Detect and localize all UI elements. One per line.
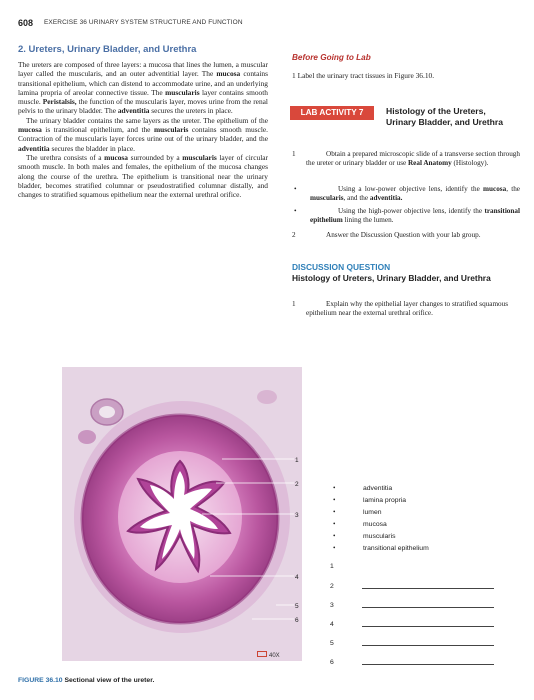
body-text [18, 60, 268, 199]
before-lab-item [292, 71, 434, 80]
lab-step-bullet: • [294, 207, 297, 215]
section-title: 2. Ureters, Urinary Bladder, and Urethra [18, 44, 197, 55]
ureter-micrograph [62, 367, 302, 661]
answer-number: 2 [330, 583, 334, 590]
lab-step-text: Using a low-power objective lens, identify the mucosa, the muscularis, and the adventitia. [310, 185, 521, 203]
lab-step [292, 150, 520, 168]
answer-number: 1 [330, 563, 334, 570]
label-number-2: 2 [295, 481, 299, 488]
answer-number: 5 [330, 640, 334, 647]
answer-blank-2[interactable] [362, 588, 494, 589]
term-item: adventitia [363, 485, 393, 492]
figure-caption-text: Sectional view of the ureter. [64, 677, 155, 684]
term-item: transitional epithelium [363, 545, 429, 552]
paragraph-urethra: The urethra consists of a mucosa surrounded by a muscularis layer of circular smooth muscle. In both males and females, the epithelium of the mucosa changes along the course of the urethra. The epithelium is transitional near the urinary bladder, becomes stratified columnar or pseudostratified columnar distally, and changes to stratified squamous epithelium near the external urethral orifice. [18, 152, 268, 200]
lab-activity-badge: LAB ACTIVITY 7 [290, 106, 374, 120]
scale-bar-icon [257, 651, 267, 657]
term-item: lamina propria [363, 497, 407, 504]
figure-caption [18, 677, 154, 684]
term-item: lumen [363, 509, 382, 516]
lab-step-number: 1 [292, 150, 296, 158]
lab-step [292, 231, 520, 240]
lab-step-text: Using the high-power objective lens, identify the transitional epithelium lining the lumen. [310, 207, 520, 225]
question-text: Explain why the epithelial layer changes to stratified squamous epithelium near the external urethral orifice. [306, 300, 509, 318]
lab-step-number: 2 [292, 231, 296, 239]
running-title: EXERCISE 36 URINARY SYSTEM STRUCTURE AND FUNCTION [44, 19, 243, 26]
before-lab-item-text: Label the urinary tract tissues in Figure 36.10. [297, 71, 435, 80]
lab-step-text: Answer the Discussion Question with your lab group. [326, 231, 481, 239]
lab-step-bullet: • [294, 185, 297, 193]
answer-blank-4[interactable] [362, 626, 494, 627]
answer-number: 3 [330, 602, 334, 609]
label-number-4: 4 [295, 574, 299, 581]
lab-step-text: Obtain a prepared microscopic slide of a transverse section through the ureter or urinary bladder or use Real Anatomy (Histology). [306, 150, 520, 168]
answer-blank-3[interactable] [362, 607, 494, 608]
before-lab-item-number: 1 [292, 71, 296, 80]
label-number-6: 6 [295, 617, 299, 624]
term-item: muscularis [363, 533, 396, 540]
before-lab-heading: Before Going to Lab [292, 53, 371, 62]
label-number-3: 3 [295, 512, 299, 519]
lab-activity-title: Histology of the Ureters, Urinary Bladder, and Urethra [386, 106, 504, 127]
magnification-label: 40X [257, 651, 280, 659]
discussion-question [292, 300, 517, 318]
term-item: mucosa [363, 521, 387, 528]
paragraph-ureters: The ureters are composed of three layers: a mucosa that lines the lumen, a muscular layer called the muscularis, and an outer adventitial layer. The mucosa contains transitional epithelium, which can distend to accommodate urine, and an underlying lamina propria of areolar connective tissue. The muscularis layer contains smooth muscle. Peristalsis, the function of the muscularis layer, moves urine from the renal pelvis to the urinary bladder. The adventitia secures the ureters in place. [18, 60, 268, 116]
question-number: 1 [292, 300, 296, 308]
figure-caption-label: FIGURE 36.10 [18, 677, 63, 684]
answer-number: 6 [330, 659, 334, 666]
paragraph-bladder: The urinary bladder contains the same layers as the ureter. The epithelium of the mucosa is transitional epithelium, and the muscularis contains smooth muscle. Contraction of the muscularis layer forces urine out of the urinary bladder, and the adventitia secures the bladder in place. [18, 115, 268, 153]
discussion-subtitle: Histology of Ureters, Urinary Bladder, and Urethra [292, 273, 491, 283]
label-number-1: 1 [295, 457, 299, 464]
answer-number: 4 [330, 621, 334, 628]
lab-step [292, 185, 520, 203]
discussion-heading: DISCUSSION QUESTION [292, 262, 391, 272]
answer-blank-5[interactable] [362, 645, 494, 646]
lab-step [292, 207, 520, 225]
answer-blank-6[interactable] [362, 664, 494, 665]
page-number: 608 [18, 18, 34, 28]
label-number-5: 5 [295, 603, 299, 610]
